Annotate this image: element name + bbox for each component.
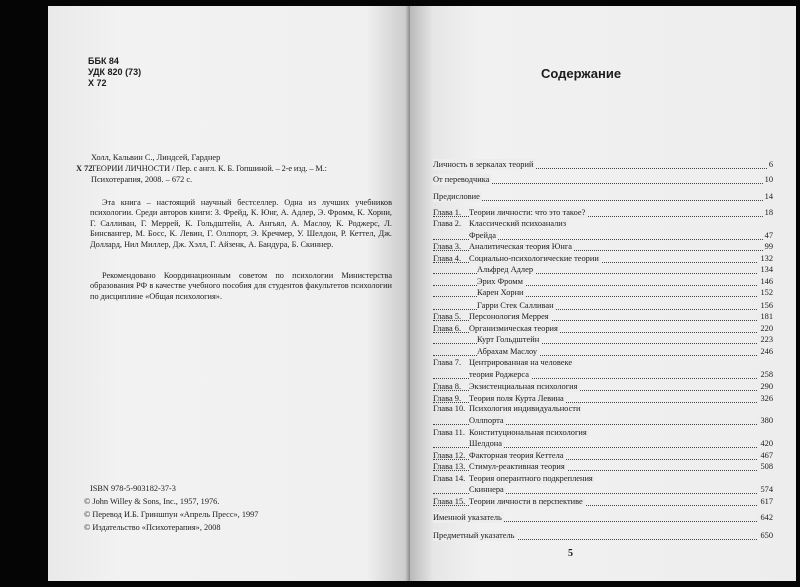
toc-entry (433, 230, 773, 241)
toc-chapter-label: Глава 11. (433, 428, 465, 437)
toc-entry-title: Классический психоанализ (469, 219, 567, 228)
toc-entry-title: Предисловие (433, 192, 480, 201)
toc-entry (433, 323, 773, 334)
toc-chapter-label: Глава 14. (433, 474, 466, 483)
toc-entry-title: Аналитическая теория Юнга (469, 242, 573, 251)
toc-entry (433, 346, 773, 357)
toc-entry (433, 300, 773, 311)
authors-line: Холл, Кальвин С., Линдсей, Гарднер (91, 153, 221, 162)
toc-chapter-label: Глава 10. (433, 404, 466, 413)
toc-page-number: 642 (760, 513, 773, 522)
toc-chapter-label: Глава 3. (433, 242, 462, 251)
annotation-paragraph (90, 198, 392, 250)
toc-entry-title: Психология индивидуальности (469, 404, 581, 413)
toc-entry (433, 369, 773, 380)
toc-entry-title: Экзистенциальная психология (469, 382, 578, 391)
toc-page-number: 152 (760, 288, 773, 297)
toc-entry (433, 253, 773, 264)
toc-entry-title: Карен Хорни (477, 288, 524, 297)
toc-entry-title: Альфред Адлер (477, 265, 534, 274)
title-line: ТЕОРИИ ЛИЧНОСТИ / Пер. с англ. К. Б. Гопшиной. – 2-е изд. – М.: (91, 164, 327, 173)
toc-entry-title: От переводчика (433, 175, 490, 184)
toc-entry (433, 276, 773, 287)
toc-entry (433, 496, 773, 507)
annotation-text: Эта книга – настоящий научный бестселлер. Одна из лучших учебников психологии. Среди авторов книги: З. Фрейд, К. Юнг, А. Адлер, Э. Фромм, К. Хорни, Г. Салливан, Г. Меррей, К. Гольдштейн, А. Ангьял, А. Маслоу, К. Роджерс, Л. Бинсвангер, М. Босс, К. Левин, Г. Оллпорт, Э. Кречмер, У. Шелдон, Р. Кеттел, Дж. Доллард, Нил Миллер, Дж. Хэлл, Г. Айзенк, А. Бандура, Б. Скиннер. (90, 198, 392, 249)
toc-entry (433, 403, 773, 414)
toc-entry (433, 512, 773, 523)
isbn: ISBN 978-5-903182-37-3 (90, 484, 176, 493)
toc-entry-title: Стимул-реактивная теория (469, 462, 565, 471)
toc-chapter-label: Глава 7. (433, 358, 462, 367)
toc-chapter-label: Глава 2. (433, 219, 462, 228)
toc-page-number: 290 (760, 382, 773, 391)
toc-page-number: 146 (760, 277, 773, 286)
toc-chapter-label: Глава 4. (433, 254, 462, 263)
toc-entry-title: Социально-психологические теории (469, 254, 599, 263)
author-code: Х 72 (88, 78, 107, 88)
toc-entry (433, 311, 773, 322)
toc-chapter-label: Глава 5. (433, 312, 462, 321)
toc-entry-title: Эрих Фромм (477, 277, 523, 286)
toc-entry (433, 207, 773, 218)
toc-page-number: 326 (760, 394, 773, 403)
toc-entry (433, 191, 773, 202)
toc-page-number: 47 (764, 231, 773, 240)
toc-entry (433, 174, 773, 185)
toc-chapter-label: Глава 13. (433, 462, 466, 471)
copyright-3: © Издательство «Психотерапия», 2008 (84, 523, 221, 532)
toc-page-number: 467 (760, 451, 773, 460)
toc-page-number: 99 (764, 242, 773, 251)
toc-page-number: 258 (760, 370, 773, 379)
toc-entry (433, 427, 773, 438)
toc-entry-title: Теории личности: что это такое? (469, 208, 586, 217)
toc-entry-title: Личность в зеркалах теорий (433, 160, 534, 169)
toc-chapter-label: Глава 12. (433, 451, 466, 460)
toc-entry (433, 484, 773, 495)
toc-page-number: 14 (764, 192, 773, 201)
toc-entry (433, 159, 773, 170)
toc-entry (433, 438, 773, 449)
toc-entry-title: Именной указатель (433, 513, 502, 522)
toc-entry-title: Курт Гольдштейн (477, 335, 540, 344)
toc-entry (433, 473, 773, 484)
toc-page-number: 508 (760, 462, 773, 471)
toc-entry-title: Персонология Меррея (469, 312, 549, 321)
toc-entry (433, 241, 773, 252)
toc-entry-title: Шелдона (469, 439, 502, 448)
copyright-1: © John Willey & Sons, Inc., 1957, 1976. (84, 497, 220, 506)
contents-title: Содержание (541, 66, 622, 81)
toc-page-number: 223 (760, 335, 773, 344)
toc-entry-title: Теория оперантного подкрепления (469, 474, 593, 483)
toc-chapter-label: Глава 15. (433, 497, 466, 506)
toc-page-number: 6 (768, 160, 773, 169)
copyright-2: © Перевод И.Б. Гриншпун «Апрель Пресс», 1997 (84, 510, 259, 519)
toc-entry-title: Фрейда (469, 231, 496, 240)
toc-entry (433, 381, 773, 392)
toc-entry (433, 218, 773, 229)
toc-entry-title: Оллпорта (469, 416, 504, 425)
toc-page-number: 134 (760, 265, 773, 274)
recommendation-text: Рекомендовано Координационным советом по психологии Министерства образования РФ в качестве учебного пособия для студентов факультетов психологии по дисциплине «Общая психология». (90, 271, 392, 301)
toc-page-number: 220 (760, 324, 773, 333)
toc-page-number: 156 (760, 301, 773, 310)
right-page (410, 6, 796, 581)
udk-code: УДК 820 (73) (88, 67, 142, 77)
toc-entry-title: теория Роджерса (469, 370, 529, 379)
toc-entry-title: Скиннера (469, 485, 504, 494)
publisher-line: Психотерапия, 2008. – 672 с. (91, 175, 193, 184)
toc-entry-title: Организмическая теория (469, 324, 558, 333)
toc-entry-title: Теории личности в перспективе (469, 497, 583, 506)
recommendation-paragraph (90, 271, 392, 302)
toc-entry (433, 334, 773, 345)
title-code: Х 72 (76, 164, 93, 173)
toc-page-number: 246 (760, 347, 773, 356)
toc-entry (433, 287, 773, 298)
toc-entry (433, 264, 773, 275)
toc-leader-dots (433, 199, 773, 201)
toc-entry-title: Гарри Стек Салливан (477, 301, 554, 310)
toc-entry-title: Предметный указатель (433, 531, 515, 540)
toc-entry (433, 530, 773, 541)
toc-chapter-label: Глава 1. (433, 208, 462, 217)
toc-entry (433, 461, 773, 472)
page-number: 5 (568, 548, 573, 559)
bbk-code: ББК 84 (88, 56, 119, 66)
left-page (48, 6, 410, 581)
toc-entry (433, 357, 773, 368)
toc-entry-title: Теория поля Курта Левина (469, 394, 564, 403)
toc-page-number: 181 (760, 312, 773, 321)
toc-page-number: 132 (760, 254, 773, 263)
toc-page-number: 574 (760, 485, 773, 494)
toc-entry-title: Абрахам Маслоу (477, 347, 538, 356)
toc-page-number: 617 (760, 497, 773, 506)
toc-entry-title: Центрированная на человеке (469, 358, 573, 367)
toc-page-number: 18 (764, 208, 773, 217)
toc-entry-title: Конституциональная психология (469, 428, 587, 437)
toc-chapter-label: Глава 6. (433, 324, 462, 333)
toc-chapter-label: Глава 8. (433, 382, 462, 391)
toc-entry (433, 415, 773, 426)
toc-entry (433, 450, 773, 461)
toc-entry-title: Факторная теория Кеттела (469, 451, 564, 460)
toc-page-number: 650 (760, 531, 773, 540)
toc-page-number: 10 (764, 175, 773, 184)
toc-page-number: 420 (760, 439, 773, 448)
toc-page-number: 380 (760, 416, 773, 425)
toc-chapter-label: Глава 9. (433, 394, 462, 403)
